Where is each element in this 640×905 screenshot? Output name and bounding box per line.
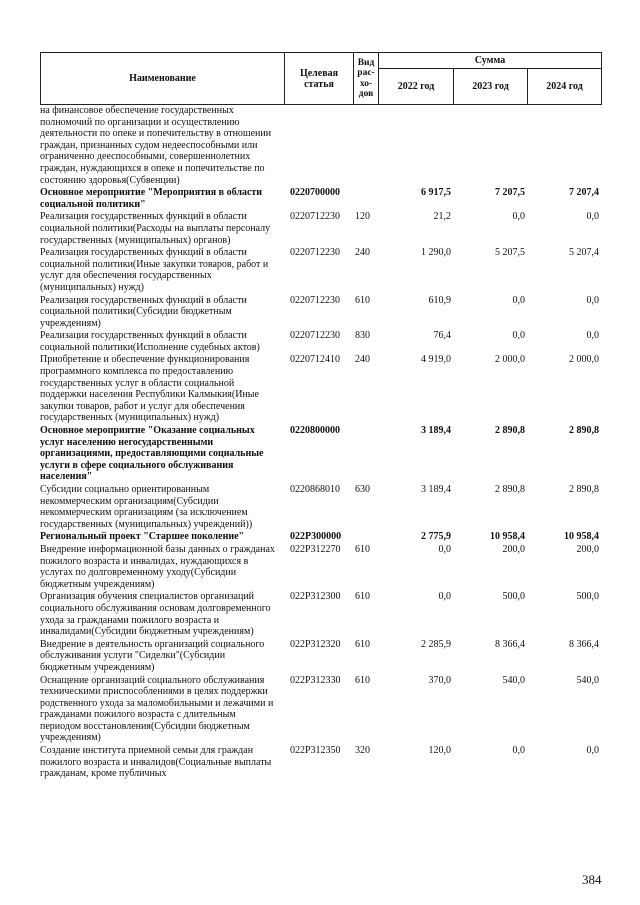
table-row	[40, 590, 601, 637]
table-row	[40, 424, 601, 483]
row-sum-2024	[527, 104, 601, 186]
row-sum-2024: 540,0	[576, 674, 599, 686]
row-sum-2022: 0,0	[438, 543, 451, 555]
row-name: Внедрение информационной базы данных о гражданах пожилого возраста и инвалидах, нуждающихся в услугах по долговременному уходу(Субсидии бюджетным учреждениям)	[40, 543, 275, 590]
row-name: Субсидии социально ориентированным некоммерческим организациям(Субсидии некоммерческим организациям (за исключением государственных (муниципальных) учреждений))	[40, 484, 253, 530]
row-sum-2024: 7 207,4	[569, 187, 599, 199]
row-sum-2022: 610,9	[428, 294, 451, 306]
row-name: Региональный проект "Старшее поколение"	[40, 531, 245, 543]
row-expense-type: 610	[355, 543, 370, 555]
row-sum-2022: 6 917,5	[421, 187, 451, 199]
row-sum-2024: 8 366,4	[569, 638, 599, 650]
row-target-code: 0220800000	[290, 425, 340, 437]
row-sum-2022: 3 189,4	[421, 484, 451, 495]
row-sum-2024: 0,0	[586, 330, 599, 342]
header-2024: 2024 год	[528, 69, 602, 105]
table-row	[40, 246, 601, 293]
row-sum-2022: 0,0	[438, 591, 451, 603]
row-sum-2023: 10 958,4	[490, 531, 525, 543]
row-sum-2024: 5 207,4	[569, 247, 599, 259]
row-expense-type: 320	[355, 745, 370, 757]
row-sum-2022: 4 919,0	[421, 354, 451, 366]
row-name: Основное мероприятие "Мероприятия в области социальной политики"	[40, 187, 263, 210]
row-sum-2023	[453, 104, 527, 186]
row-target-code: 0220712230	[290, 247, 340, 259]
table-row	[40, 674, 601, 745]
row-name: Реализация государственных функций в области социальной политики(Субсидии бюджетным учреждениям)	[40, 294, 247, 329]
row-sum-2024: 2 890,8	[569, 484, 599, 495]
row-expense-type: 240	[355, 247, 370, 259]
row-expense-type	[353, 186, 378, 210]
row-name: Оснащение организаций социального обслуживания техническими приспособлениями в целях поддержки родственного ухода за маломобильными и лежачими и гражданами пожилого возраста с длительным периодом восстановления(Субсидии бюджетным учреждениям)	[40, 674, 274, 744]
row-name: Реализация государственных функций в области социальной политики(Иные закупки товаров, работ и услуг для обеспечения государственных (муниципальных) нужд)	[40, 247, 269, 293]
row-target-code: 0220712230	[290, 211, 340, 223]
row-name: Реализация государственных функций в области социальной политики(Исполнение судебных актов)	[40, 330, 260, 353]
row-expense-type	[353, 104, 378, 186]
row-sum-2024: 500,0	[576, 591, 599, 603]
table-row	[40, 483, 601, 530]
row-expense-type: 610	[355, 638, 370, 650]
row-name: Создание института приемной семьи для граждан пожилого возраста и инвалидов(Социальные выплаты гражданам, кроме публичных	[40, 745, 272, 780]
row-expense-type: 610	[355, 674, 370, 686]
row-sum-2024: 200,0	[576, 543, 599, 555]
row-sum-2023: 7 207,5	[495, 187, 525, 199]
row-target-code: 022P312320	[290, 638, 341, 650]
row-name: Основное мероприятие "Оказание социальных услуг населению негосударственными организациями, предоставляющими социальные услуги в сфере социального обслуживания населения"	[40, 425, 264, 483]
row-expense-type: 630	[355, 484, 370, 495]
row-target-code: 022P300000	[290, 531, 342, 543]
table-row	[40, 353, 601, 424]
row-sum-2023: 0,0	[512, 211, 525, 223]
table-row	[40, 329, 601, 353]
row-name: Внедрение в деятельность организаций социального обслуживания услуги "Сиделки"(Субсидии бюджетным учреждениям)	[40, 638, 265, 673]
table-row	[40, 530, 601, 543]
row-sum-2023: 8 366,4	[495, 638, 525, 650]
row-name: Реализация государственных функций в области социальной политики(Расходы на выплаты персоналу государственных (муниципальных) органов)	[40, 211, 271, 246]
row-sum-2023: 2 000,0	[495, 354, 525, 366]
row-sum-2024: 0,0	[586, 745, 599, 757]
header-sum: Сумма	[379, 53, 602, 69]
table-row	[40, 104, 601, 186]
row-target-code: 0220712230	[290, 294, 340, 306]
table-row	[40, 543, 601, 590]
row-sum-2024: 10 958,4	[564, 531, 599, 543]
row-name: на финансовое обеспечение государственных полномочий по организации и осуществлению деятельности по опеке и попечительству в отношении граждан, признанных судом недееспособными или ограниченно дееспособными, совершеннолетних граждан, нуждающихся в опеке и попечительстве по состоянию здоровья(Субвенции)	[40, 105, 272, 186]
row-sum-2022: 2 285,9	[421, 638, 451, 650]
row-sum-2023: 2 890,8	[495, 425, 525, 437]
row-target-code: 022P312300	[290, 591, 341, 603]
row-expense-type: 610	[355, 591, 370, 603]
row-sum-2023: 0,0	[512, 330, 525, 342]
row-target-code	[284, 104, 353, 186]
row-sum-2023: 5 207,5	[495, 247, 525, 259]
table-row	[40, 638, 601, 674]
header-target: Целевая статья	[285, 53, 354, 105]
table-row	[40, 294, 601, 330]
row-sum-2022	[378, 104, 453, 186]
row-sum-2022: 370,0	[428, 674, 451, 686]
table-row	[40, 210, 601, 246]
row-sum-2022: 1 290,0	[421, 247, 451, 259]
row-expense-type: 830	[355, 330, 370, 342]
row-sum-2022: 21,2	[433, 211, 451, 223]
row-sum-2023: 540,0	[502, 674, 525, 686]
row-sum-2022: 120,0	[428, 745, 451, 757]
row-target-code: 0220712410	[290, 354, 340, 366]
row-sum-2023: 500,0	[502, 591, 525, 603]
row-sum-2024: 0,0	[586, 294, 599, 306]
row-sum-2023: 0,0	[512, 294, 525, 306]
budget-table	[40, 104, 601, 780]
row-expense-type	[353, 424, 378, 483]
table-header	[40, 52, 602, 105]
header-2023: 2023 год	[454, 69, 528, 105]
row-sum-2024: 0,0	[586, 211, 599, 223]
header-vid: Вид рас-хо-дов	[354, 53, 379, 105]
header-2022: 2022 год	[379, 69, 454, 105]
table-row	[40, 744, 601, 780]
row-sum-2022: 2 775,9	[421, 531, 451, 543]
row-target-code: 022P312350	[290, 745, 341, 757]
row-sum-2023: 200,0	[502, 543, 525, 555]
row-sum-2022: 3 189,4	[421, 425, 451, 437]
row-expense-type: 120	[355, 211, 370, 223]
row-sum-2024: 2 890,8	[569, 425, 599, 437]
row-sum-2023: 0,0	[512, 745, 525, 757]
row-name: Организация обучения специалистов организаций социального обслуживания основам долговременного ухода за гражданами пожилого возраста и инвалидами(Субсидии бюджетным учреждениям)	[40, 591, 271, 638]
row-expense-type: 240	[355, 354, 370, 366]
row-target-code: 0220712230	[290, 330, 340, 342]
table-row	[40, 186, 601, 210]
page-number: 384	[582, 872, 602, 887]
header-name: Наименование	[41, 53, 285, 105]
row-target-code: 022P312270	[290, 543, 341, 555]
row-target-code: 0220868010	[290, 484, 340, 495]
row-name: Приобретение и обеспечение функционирования программного комплекса по предоставлению государственных услуг в области социальной поддержки населения Республики Калмыкия(Иные закупки товаров, работ и услуг для обеспечения государственных (муниципальных) нужд)	[40, 354, 259, 424]
row-sum-2024: 2 000,0	[569, 354, 599, 366]
row-sum-2022: 76,4	[433, 330, 451, 342]
row-expense-type	[353, 530, 378, 543]
row-sum-2023: 2 890,8	[495, 484, 525, 495]
row-target-code: 0220700000	[290, 187, 340, 199]
row-target-code: 022P312330	[290, 674, 341, 686]
row-expense-type: 610	[355, 294, 370, 306]
